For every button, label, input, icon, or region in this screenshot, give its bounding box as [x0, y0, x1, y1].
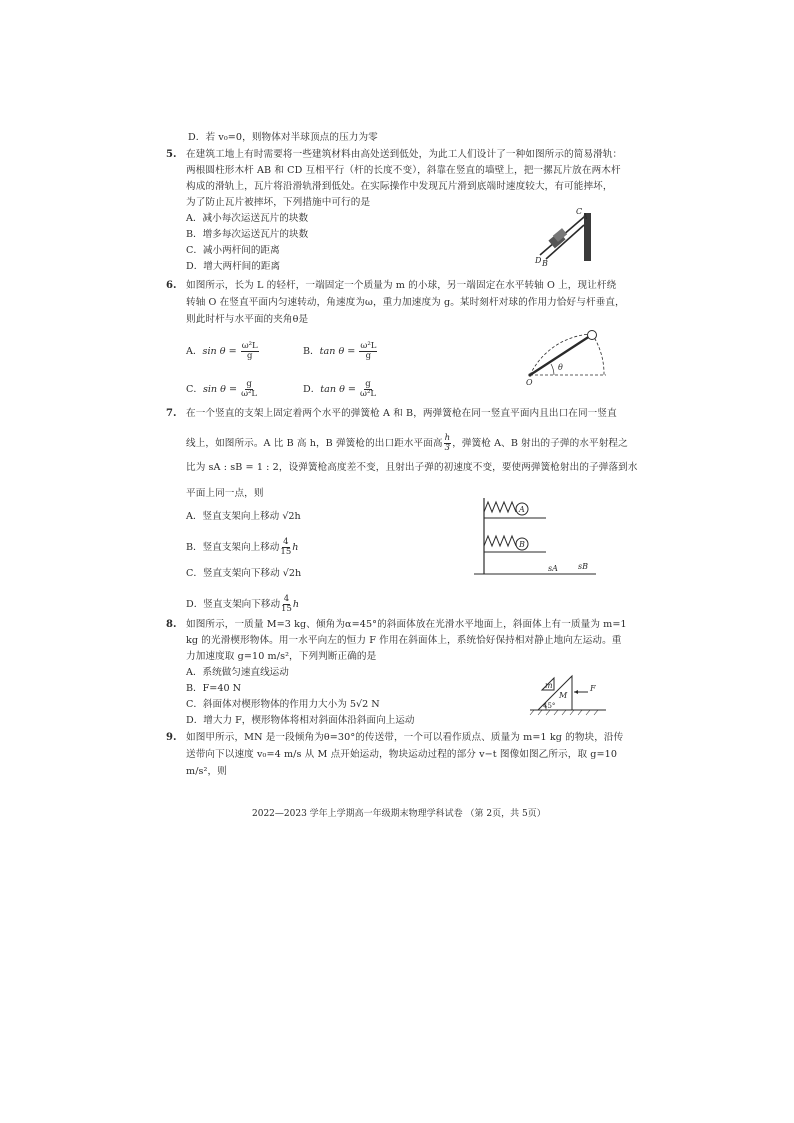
q8-label-m: m [545, 681, 553, 690]
q6-number: 6. [166, 280, 177, 291]
q8-option-b: B．F=40 N [186, 683, 241, 694]
q5-option-c: C．减小两杆间的距离 [186, 245, 280, 256]
q9-line-2: 送带向下以速度 v₀=4 m/s 从 M 点开始运动，物块运动过程的部分 v−t 图像如图乙所示，取 g=10 [186, 749, 618, 760]
q9-number: 9. [166, 732, 177, 743]
q7-label-sa: sA [548, 564, 558, 573]
q8-line-3: 力加速度取 g=10 m/s²，下列判断正确的是 [186, 651, 377, 662]
q5-option-d: D．增大两杆间的距离 [186, 261, 281, 272]
q5-label-b: B [542, 259, 548, 267]
q7-label-b: B [519, 540, 525, 549]
q5-line-1: 在建筑工地上有时需要将一些建筑材料由高处送到低处，为此工人们设计了一种如图所示的简易滑轨： [186, 149, 623, 160]
q5-label-a: A [582, 212, 588, 221]
q5-line-2: 两根圆柱形木杆 AB 和 CD 互相平行（杆的长度不变），斜靠在竖直的墙壁上，把一摞瓦片放在两木杆 [186, 165, 621, 176]
q5-number: 5. [166, 149, 177, 160]
q8-label-angle: 45° [543, 702, 556, 710]
q8-number: 8. [166, 619, 177, 630]
q6-line-3: 则此时杆与水平面的夹角θ是 [186, 314, 309, 325]
q7-number: 7. [166, 408, 177, 419]
q6-line-2: 转轴 O 在竖直平面内匀速转动，角速度为ω，重力加速度为 g。某时刻杆对球的作用力恰好与杆垂直， [186, 297, 625, 308]
q6-option-b: B．tan θ = $\frac{\text{ω²L}}{g}$ [303, 341, 377, 361]
q8-label-big-m: M [559, 691, 568, 700]
q6-option-d: D．tan θ = $\frac{g}{\text{ω²L}}$ [303, 379, 377, 399]
q8-option-c: C．斜面体对楔形物体的作用力大小为 5√2 N [186, 699, 380, 710]
q7-option-d: D．竖直支架向下移动 $\frac{4}{15}$ h [186, 594, 300, 614]
q7-option-a: A．竖直支架向上移动 √2h [186, 511, 301, 522]
q5-label-d: D [535, 256, 542, 265]
q7-line-1: 在一个竖直的支架上固定着两个水平的弹簧枪 A 和 B，两弹簧枪在同一竖直平面内且出口在同一竖直 [186, 408, 617, 419]
q8-option-a: A．系统做匀速直线运动 [186, 667, 289, 678]
q7-line-3: 比为 sA : sB = 1 : 2，设弹簧枪高度差不变，且射出子弹的初速度不变，要使两弹簧枪射出的子弹落到水 [186, 462, 638, 473]
q9-line-3: m/s²，则 [186, 766, 227, 777]
q5-option-a: A．减小每次运送瓦片的块数 [186, 213, 309, 224]
q5-line-3: 构成的滑轨上，瓦片将沿滑轨滑到低处。在实际操作中发现瓦片滑到底端时速度较大，有可能摔坏， [186, 181, 613, 192]
q6-rod-figure [520, 322, 610, 388]
q5-rails-figure [532, 205, 602, 267]
q5-option-b: B．增多每次运送瓦片的块数 [186, 229, 309, 240]
q8-label-f: F [590, 684, 596, 693]
q8-incline-figure [528, 668, 608, 716]
q7-label-a: A [519, 505, 525, 514]
q8-option-d: D．增大力 F，楔形物体将相对斜面体沿斜面向上运动 [186, 715, 415, 726]
q5-line-4: 为了防止瓦片被摔坏，下列措施中可行的是 [186, 197, 371, 208]
q5-label-c: C [576, 207, 583, 216]
q7-line-2: 线上，如图所示。A 比 B 高 h，B 弹簧枪的出口距水平面高 $\frac{h}{3}$ ，弹簧枪 A、B 射出的子弹的水平射程之 [186, 433, 628, 453]
q6-label-theta: θ [558, 363, 563, 372]
q6-option-a: A．sin θ = $\frac{\text{ω²L}}{g}$ [186, 341, 258, 361]
q7-option-b: B．竖直支架向上移动 $\frac{4}{15}$ h [186, 537, 299, 557]
q6-label-o: O [526, 378, 533, 387]
q8-line-1: 如图所示，一质量 M=3 kg、倾角为α=45°的斜面体放在光滑水平地面上，斜面体上有一质量为 m=1 [186, 619, 627, 630]
page-footer: 2022—2023 学年上学期高一年级期末物理学科试卷 （第 2页，共 5页） [252, 809, 546, 819]
q4-option-d: D．若 v₀=0，则物体对半球顶点的压力为零 [188, 132, 378, 143]
q8-line-2: kg 的光滑楔形物体。用一水平向左的恒力 F 作用在斜面体上，系统恰好保持相对静止地向左运动。重 [186, 635, 622, 646]
q6-option-c: C．sin θ = $\frac{g}{\text{ω²L}}$ [186, 379, 258, 399]
q7-spring-gun-figure [470, 498, 600, 580]
q7-line-4: 平面上同一点，则 [186, 488, 264, 499]
q6-line-1: 如图所示，长为 L 的轻杆，一端固定一个质量为 m 的小球，另一端固定在水平转轴 O 上，现让杆绕 [186, 280, 617, 291]
q9-line-1: 如图甲所示，MN 是一段倾角为θ=30°的传送带，一个可以看作质点、质量为 m=1 kg 的物块，沿传 [186, 732, 624, 743]
q7-option-c: C．竖直支架向下移动 √2h [186, 568, 302, 579]
q7-label-sb: sB [578, 562, 588, 571]
